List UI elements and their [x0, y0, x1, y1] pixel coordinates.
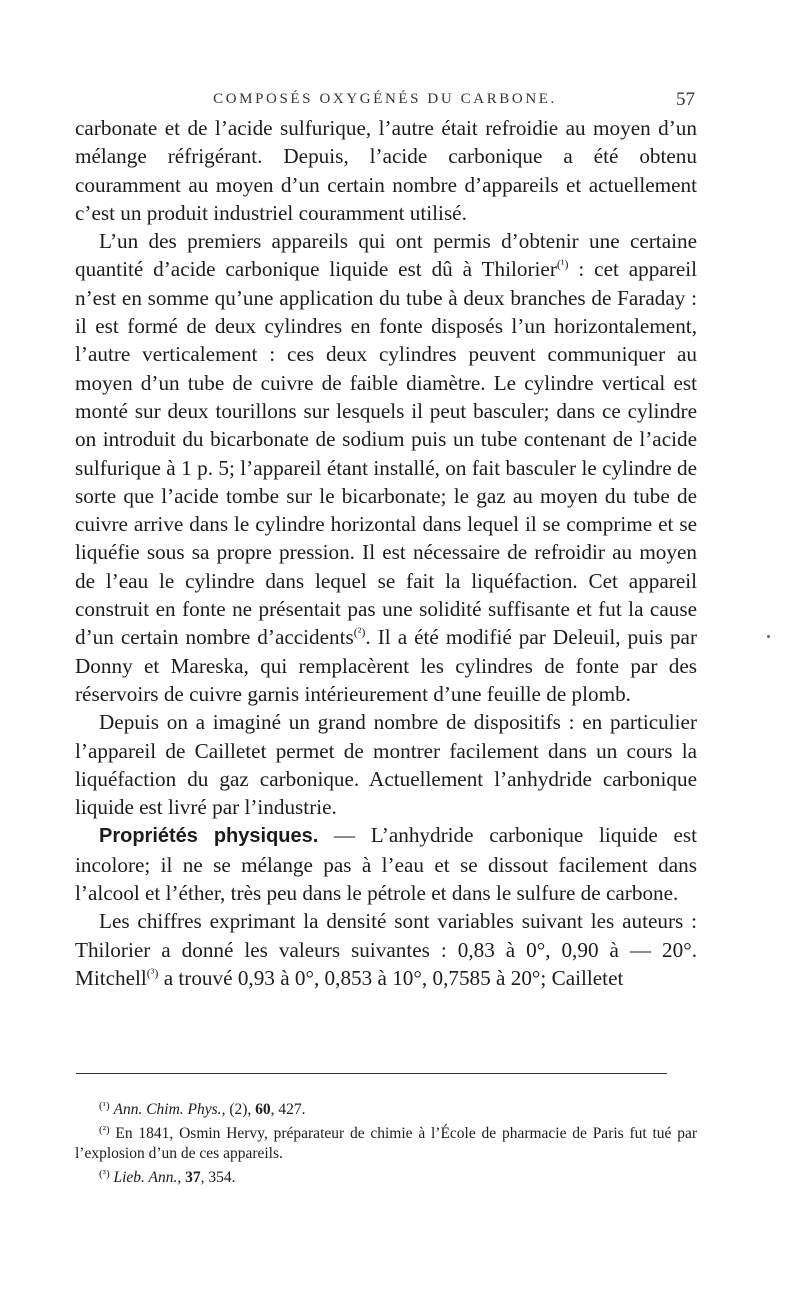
footnote-ref-3: (³) — [146, 965, 159, 980]
paragraph-3-text: Depuis on a imaginé un grand nombre de dispositifs : en particulier l’appareil de Cailletet permet de montrer facilement dans un cours la liquéfaction du gaz carbonique. Actuellement l’anhydride carbonique liquide est livré par l’industrie. — [75, 710, 697, 820]
paragraph-3 — [75, 708, 697, 821]
paragraph-1 — [75, 114, 697, 227]
footnote-1-series: , (2), — [221, 1101, 256, 1118]
footnote-3-mark: (³) — [99, 1168, 110, 1180]
footnote-2-mark: (²) — [99, 1124, 110, 1136]
paragraph-4-text: — L’anhydride carbonique liquide est incolore; il ne se mélange pas à l’eau et se dissout facilement dans l’alcool et l’éther, très peu dans le pétrole et dans le sulfure de carbone. — [75, 823, 697, 906]
footnote-2-text: En 1841, Osmin Hervy, préparateur de chimie à l’École de pharmacie de Paris fut tué par l’explosion d’un de ces appareils. — [75, 1125, 697, 1162]
footnote-1-mark: (¹) — [99, 1100, 110, 1112]
footnote-ref-2: (²) — [353, 625, 366, 640]
paragraph-5-text-a: Les chiffres exprimant la densité sont variables suivant les auteurs : Thilorier a donné les valeurs suivantes : 0,83 à 0°, 0,90 à — 20°. Mitchell — [75, 909, 697, 990]
footnote-3-volume: 37 — [185, 1169, 201, 1186]
footnote-divider — [76, 1073, 667, 1074]
page-number: 57 — [676, 89, 695, 110]
body-text — [75, 114, 697, 992]
footnote-3-sep: , — [177, 1169, 186, 1186]
paragraph-5 — [75, 907, 697, 992]
footnote-1-page: , 427. — [270, 1101, 306, 1118]
paragraph-4 — [75, 821, 697, 907]
paragraph-5-text-b: a trouvé 0,93 à 0°, 0,853 à 10°, 0,7585 à 20°; Cailletet — [158, 965, 624, 990]
footnotes — [75, 1096, 697, 1188]
footnote-3-source: Lieb. Ann. — [113, 1169, 178, 1186]
paragraph-1-text: carbonate et de l’acide sulfurique, l’autre était refroidie au moyen d’un mélange réfrigérant. Depuis, l’acide carbonique a été obtenu couramment au moyen d’un certain nombre d’appareils et actuellement c’est un produit industriel couramment utilisé. — [75, 116, 697, 225]
margin-speck — [767, 635, 770, 638]
section-heading: Propriétés physiques. — [99, 825, 319, 848]
paragraph-2-text-a: L’un des premiers appareils qui ont permis d’obtenir une certaine quantité d’acide carbonique liquide est dû à Thilorier — [75, 229, 697, 282]
footnote-3 — [75, 1164, 697, 1188]
footnote-1 — [75, 1096, 697, 1120]
footnote-ref-1: (¹) — [556, 257, 569, 272]
paragraph-2-text-c: . Il a été modifié par Deleuil, puis par Donny et Mareska, qui remplacèrent les cylindres de fonte par des réservoirs de cuivre garnis intérieurement d’une feuille de plomb. — [75, 625, 697, 706]
paragraph-2-text-b: : cet appareil n’est en somme qu’une application du tube à deux branches de Faraday : il est formé de deux cylindres en fonte disposés l’un horizontalement, l’autre verticalement : ces deux cylindres peuvent communiquer au moyen d’un tube de cuivre de faible diamètre. Le cylindre vertical est monté sur deux tourillons sur lesquels il peut basculer; dans ce cylindre on introduit du bicarbonate de sodium puis un tube contenant de l’acide sulfurique à 1 p. 5; l’appareil étant installé, on fait basculer le cylindre de sorte que l’acide tombe sur le bicarbonate; le gaz au moyen du tube de cuivre arrive dans le cylindre horizontal dans lequel il se comprime et se liquéfie sous sa propre pression. Il est nécessaire de refroidir au moyen de l’eau le cylindre dans lequel se fait la liquéfaction. Cet appareil construit en fonte ne présentait pas une solidité suffisante et fut la cause d’un certain nombre d’accidents — [75, 257, 698, 650]
running-title: COMPOSÉS OXYGÉNÉS DU CARBONE. — [213, 91, 557, 107]
footnote-1-volume: 60 — [255, 1101, 271, 1118]
footnote-1-source: Ann. Chim. Phys. — [113, 1101, 222, 1118]
paragraph-2 — [75, 227, 697, 708]
footnote-2 — [75, 1120, 697, 1164]
footnote-3-page: , 354. — [200, 1169, 236, 1186]
